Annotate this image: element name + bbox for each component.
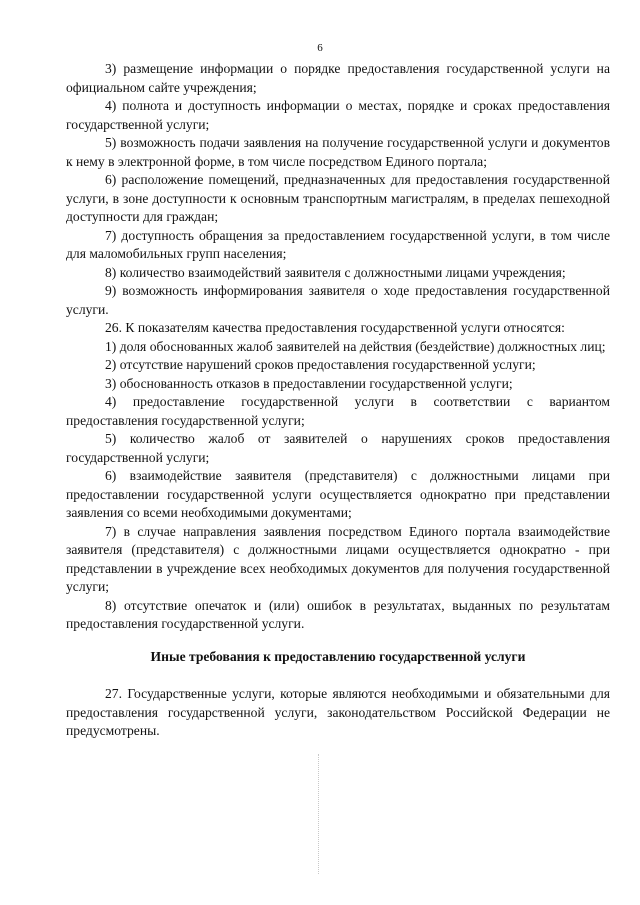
list-item: 3) обоснованность отказов в предоставлении государственной услуги;: [105, 375, 513, 391]
list-item: 1) доля обоснованных жалоб заявителей на действия (бездействие) должностных лиц;: [105, 338, 606, 354]
list-item: 8) количество взаимодействий заявителя с должностными лицами учреждения;: [105, 264, 566, 280]
point-27: 27. Государственные услуги, которые являются необходимыми и обязательными для предоставления государственной услуги, законодательством Российской Федерации не предусмотрены.: [66, 686, 610, 738]
list-item: 5) количество жалоб от заявителей о нарушениях сроков предоставления государственной услуги;: [66, 431, 610, 465]
scan-artifact-dots: [318, 754, 320, 874]
list-item: 7) в случае направления заявления посредством Единого портала взаимодействие заявителя (представителя) с должностными лицами осуществляется однократно - при представлении в учреждение всех необходимых документов для получения государственной услуги;: [66, 523, 610, 594]
page-number: 6: [317, 42, 323, 54]
list-item: 4) полнота и доступность информации о местах, порядке и сроках предоставления государственной услуги;: [66, 98, 610, 132]
list-item: 5) возможность подачи заявления на получение государственной услуги и документов к нему в электронной форме, в том числе посредством Единого портала;: [66, 135, 610, 169]
list-item: 2) отсутствие нарушений сроков предоставления государственной услуги;: [105, 357, 536, 372]
list-item: 7) доступность обращения за предоставлением государственной услуги, в том числе для маломобильных групп населения;: [66, 227, 610, 261]
point-26-intro: 26. К показателям качества предоставления государственной услуги относятся:: [105, 320, 565, 335]
list-item: 8) отсутствие опечаток и (или) ошибок в результатах, выданных по результатам предоставления государственной услуги.: [66, 597, 610, 631]
list-item: 4) предоставление государственной услуги в соответствии с вариантом предоставления государственной услуги;: [66, 394, 610, 428]
document-body: [66, 60, 610, 741]
list-item: 6) расположение помещений, предназначенных для предоставления государственной услуги, в зоне доступности к основным транспортным магистралям, в пределах пешеходной доступности для граждан;: [66, 172, 610, 224]
list-item: 9) возможность информирования заявителя о ходе предоставления государственной услуги.: [66, 283, 610, 317]
list-item: 6) взаимодействие заявителя (представителя) с должностными лицами при предоставлении государственной услуги осуществляется однократно при представлении заявления со всеми необходимыми документами;: [66, 468, 610, 520]
section-heading: Иные требования к предоставлению государственной услуги: [150, 648, 526, 664]
list-item: 3) размещение информации о порядке предоставления государственной услуги на официальном сайте учреждения;: [66, 61, 610, 95]
